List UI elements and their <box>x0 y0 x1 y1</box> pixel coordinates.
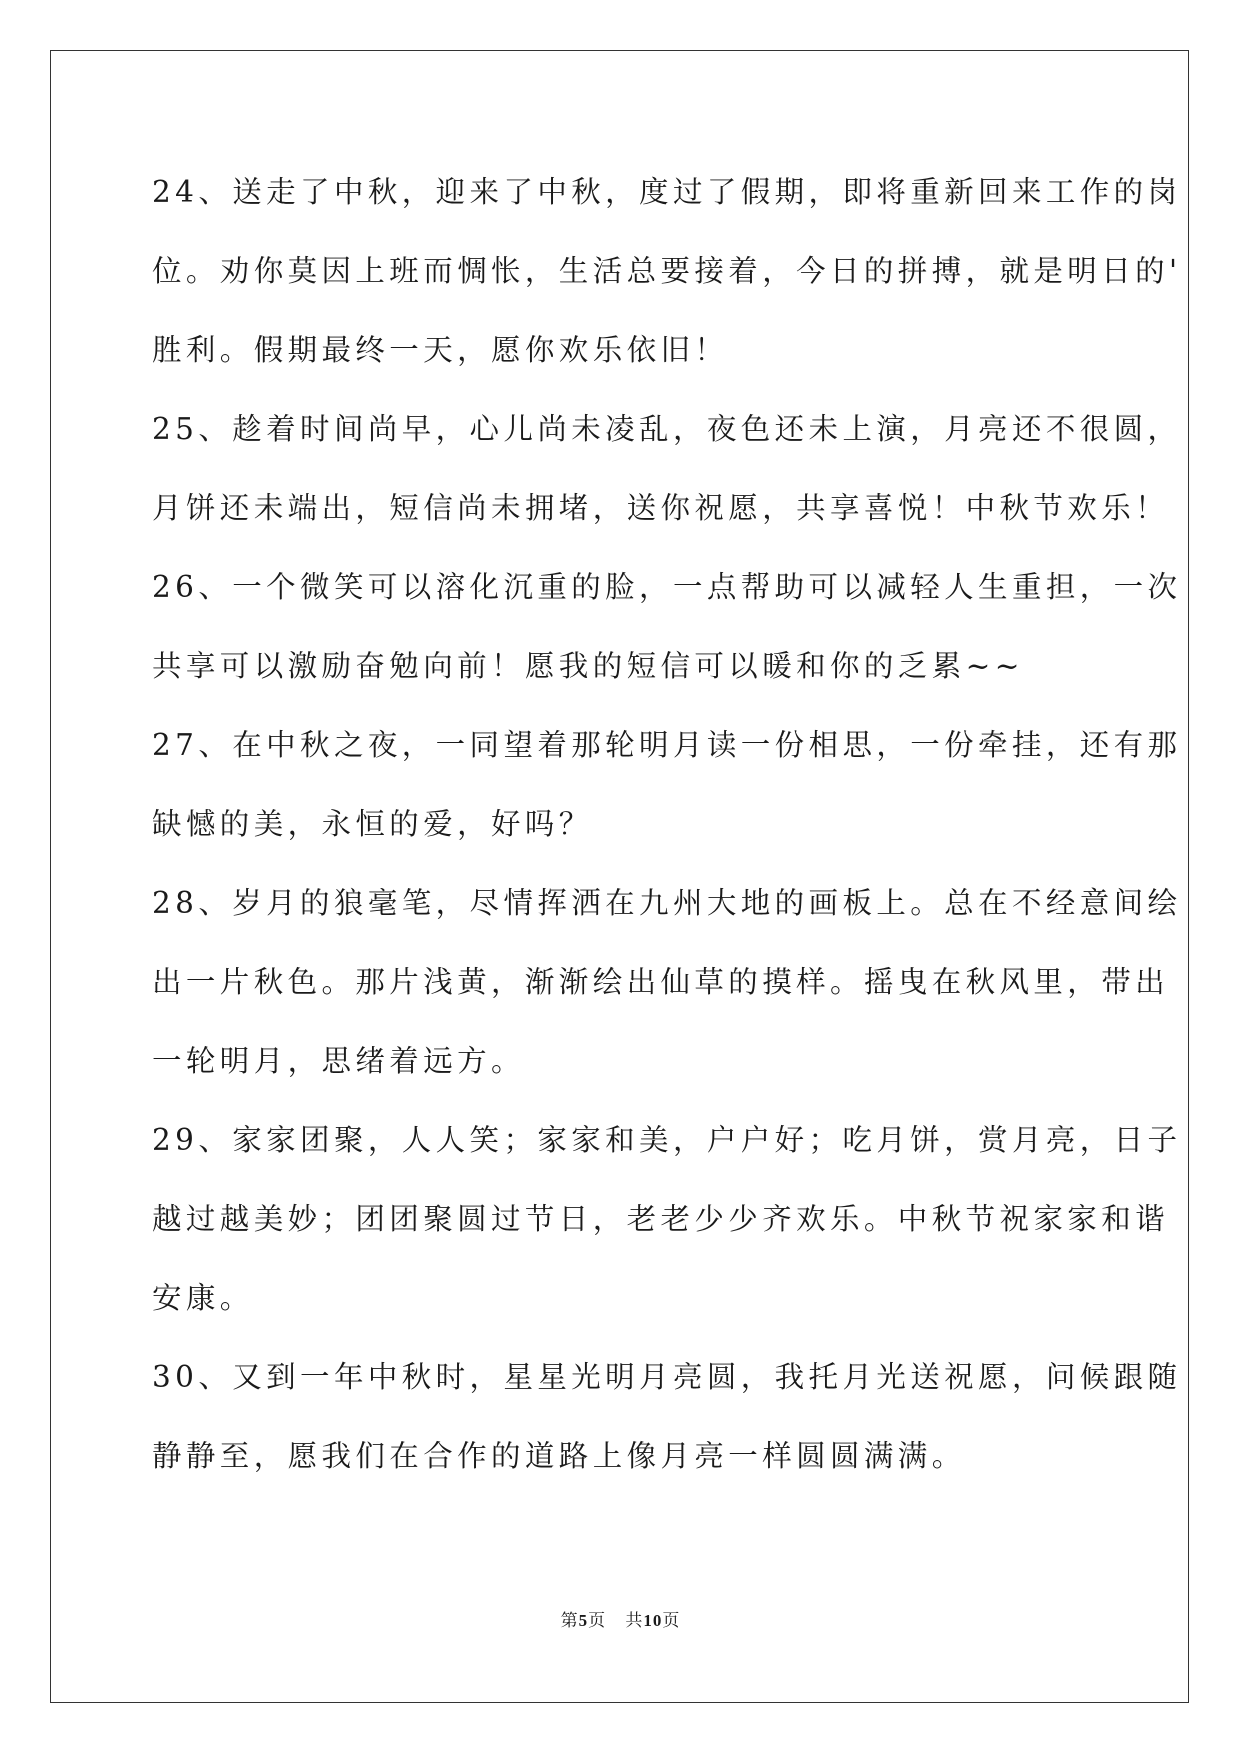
text-line: 30、又到一年中秋时，星星光明月亮圆，我托月光送祝愿，问候跟随 <box>152 1360 1182 1394</box>
footer-total-suffix: 页 <box>662 1611 681 1631</box>
footer-page-prefix: 第 <box>560 1611 579 1631</box>
text-line: 28、岁月的狼毫笔，尽情挥洒在九州大地的画板上。总在不经意间绘 <box>152 886 1182 920</box>
text-line: 位。劝你莫因上班而惆怅，生活总要接着，今日的拼搏，就是明日的' <box>152 254 1182 288</box>
text-line: 26、一个微笑可以溶化沉重的脸，一点帮助可以减轻人生重担，一次 <box>152 570 1182 604</box>
document-body <box>152 165 1182 1508</box>
text-line: 出一片秋色。那片浅黄，渐渐绘出仙草的摸样。摇曳在秋风里，带出 <box>152 965 1170 999</box>
text-line: 月饼还未端出，短信尚未拥堵，送你祝愿，共享喜悦！中秋节欢乐！ <box>152 491 1170 525</box>
footer-page-suffix: 页 <box>588 1611 607 1631</box>
footer-page-number: 5 <box>578 1611 589 1630</box>
footer-total-prefix: 共 <box>625 1611 644 1631</box>
text-line: 共享可以激励奋勉向前！愿我的短信可以暖和你的乏累~~ <box>152 649 1024 683</box>
text-line: 胜利。假期最终一天，愿你欢乐依旧！ <box>152 333 729 367</box>
text-line: 27、在中秋之夜，一同望着那轮明月读一份相思，一份牵挂，还有那 <box>152 728 1182 762</box>
text-line: 25、趁着时间尚早，心儿尚未凌乱，夜色还未上演，月亮还不很圆， <box>152 412 1182 446</box>
text-line: 静静至，愿我们在合作的道路上像月亮一样圆圆满满。 <box>152 1439 966 1473</box>
text-line: 安康。 <box>152 1281 254 1315</box>
text-line: 29、家家团聚，人人笑；家家和美，户户好；吃月饼，赏月亮，日子 <box>152 1123 1182 1157</box>
text-line: 一轮明月，思绪着远方。 <box>152 1044 525 1078</box>
text-line: 缺憾的美，永恒的爱，好吗？ <box>152 807 593 841</box>
text-line: 24、送走了中秋，迎来了中秋，度过了假期，即将重新回来工作的岗 <box>152 175 1182 209</box>
page-footer <box>0 1610 1241 1632</box>
text-line: 越过越美妙；团团聚圆过节日，老老少少齐欢乐。中秋节祝家家和谐 <box>152 1202 1170 1236</box>
footer-total-number: 10 <box>643 1611 663 1630</box>
